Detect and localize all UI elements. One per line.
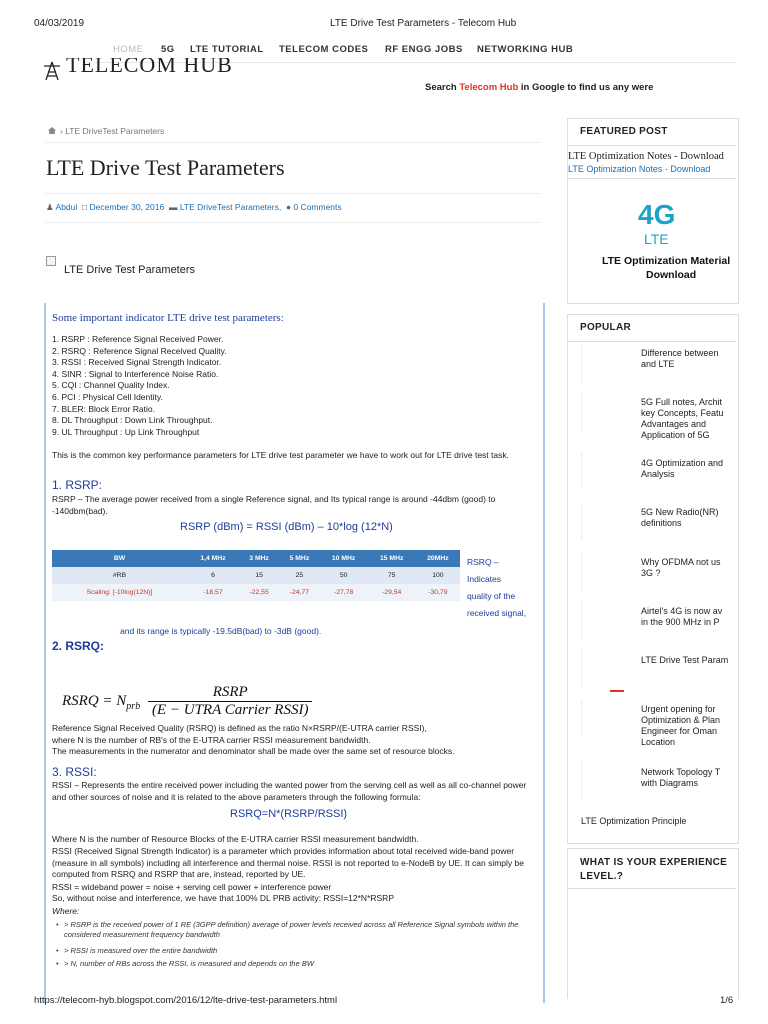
popular-item[interactable]: LTE Optimization Principle <box>581 816 687 826</box>
popular-thumb[interactable] <box>581 600 632 638</box>
divider <box>568 145 736 146</box>
thumb-mark <box>610 690 624 692</box>
popular-thumb[interactable] <box>581 552 632 590</box>
parameter-list <box>52 334 227 438</box>
rsrq-range: and its range is typically -19.5dB(bad) to -3dB (good). <box>120 626 322 636</box>
nav-5g[interactable]: 5G <box>161 44 175 55</box>
divider <box>44 222 541 223</box>
popular-thumb[interactable] <box>581 650 632 688</box>
home-icon[interactable] <box>48 127 56 134</box>
list-item: • > RSSI is measured over the entire bandwidth <box>64 946 534 956</box>
comments-icon: ● <box>285 202 292 212</box>
popular-item[interactable]: 5G New Radio(NR) definitions <box>641 507 719 528</box>
list-item: 5. CQI : Channel Quality Index. <box>52 380 170 391</box>
list-item: 9. UL Throughput : Up Link Throughput <box>52 426 200 437</box>
divider <box>44 193 541 194</box>
popular-thumb[interactable] <box>581 392 632 430</box>
table-row: #RB 6 15 25 50 75 100 <box>52 567 460 584</box>
nav-rf-engg-jobs[interactable]: RF ENGG JOBS <box>385 44 463 55</box>
popular-thumb[interactable] <box>581 502 632 540</box>
where-n-text: Where N is the number of Resource Blocks of the E-UTRA carrier RSSI measurement bandwidth. <box>52 834 419 844</box>
post-title: LTE Drive Test Parameters <box>46 155 285 180</box>
rssi-no-interference: So, without noise and interference, we have that 100% DL PRB activity: RSSI=12*N*RSRP <box>52 893 394 903</box>
popular-item[interactable]: Network Topology T with Diagrams <box>641 767 721 788</box>
list-item: • > RSRP is the received power of 1 RE (3GPP definition) average of power levels received across all Reference Signal symbols within the considered measurement frequency bandwidth <box>64 920 534 940</box>
post-category[interactable]: LTE DriveTest Parameters <box>179 202 279 212</box>
print-title: LTE Drive Test Parameters - Telecom Hub <box>330 18 517 29</box>
bandwidth-table <box>52 550 460 601</box>
divider <box>568 341 736 342</box>
list-item: • > N, number of RBs across the RSSI, is measured and depends on the BW <box>64 959 534 969</box>
rssi-heading: 3. RSSI: <box>52 765 97 779</box>
site-logo[interactable] <box>40 58 240 80</box>
popular-thumb[interactable] <box>581 760 632 798</box>
rssi-definition: RSSI (Received Signal Strength Indicator) is a parameter which provides information about total received wide-band power (measure in all symbols) including all interference and thermal noise. RSSI is not reported to e-NodeB by UE. It can simply be computed from RSRQ and RSRP that are, instead, reported by UE. <box>52 846 524 879</box>
popular-item[interactable]: Urgent opening for Optimization & Plan Engineer for Oman Location <box>641 704 721 747</box>
list-item: 4. SINR : Signal to Interference Noise Ratio. <box>52 368 219 379</box>
popular-item[interactable]: Airtel's 4G is now av in the 900 MHz in P <box>641 606 723 627</box>
list-item: 2. RSRQ : Reference Signal Received Quality. <box>52 345 227 356</box>
rssi-formula: RSRQ=N*(RSRP/RSSI) <box>230 808 348 820</box>
intro-heading: Some important indicator LTE drive test parameters: <box>52 312 284 324</box>
rsrq-note: RSRQ – Indicates quality of the received signal, <box>467 557 527 618</box>
folder-icon: ▬ <box>168 202 178 212</box>
featured-img-line1: LTE Optimization Material <box>602 255 731 267</box>
breadcrumb-item[interactable]: LTE DriveTest Parameters <box>65 126 165 136</box>
tower-icon <box>42 58 62 80</box>
featured-img-line2: Download <box>646 269 697 281</box>
calendar-icon: □ <box>82 202 88 212</box>
popular-thumb[interactable] <box>581 700 632 738</box>
table-header-row: BW 1,4 MHz 3 MHz 5 MHz 10 MHz 15 MHz 20MHz <box>52 550 460 567</box>
nav-lte-tutorial[interactable]: LTE TUTORIAL <box>190 44 264 55</box>
print-date: 04/03/2019 <box>34 18 85 29</box>
post-comments[interactable]: 0 Comments <box>293 202 342 212</box>
list-item: 3. RSSI : Received Signal Strength Indicator. <box>52 357 222 368</box>
featured-post-link[interactable]: LTE Optimization Notes - Download <box>568 164 711 174</box>
rsrq-definition: Reference Signal Received Quality (RSRQ) is defined as the ratio N×RSRP/(E-UTRA carrier RSSI), where N is the number of RB's of the E-UTRA carrier RSSI measurement bandwidth. The measurements in the numerator and denominator shall be made over the same set of resource blocks. <box>52 723 455 756</box>
where-label: Where: <box>52 906 80 916</box>
popular-item[interactable]: Difference between and LTE <box>641 348 719 369</box>
post-author[interactable]: Abdul <box>55 202 78 212</box>
featured-post-title: FEATURED POST <box>580 126 668 137</box>
breadcrumb: › LTE DriveTest Parameters <box>48 126 164 136</box>
rsrq-equation: RSRQ = $N_{prb}$ $\frac{\text{RSRP}}{\text{(E − UTRA Carrier RSSI)}}$ <box>62 684 312 719</box>
rsrp-formula: RSRP (dBm) = RSSI (dBm) – 10*log (12*N) <box>180 521 393 533</box>
nav-telecom-codes[interactable]: TELECOM CODES <box>279 44 369 55</box>
user-icon: ♟ <box>46 202 54 212</box>
search-hint: Search Telecom Hub in Google to find us any were <box>425 82 654 93</box>
rssi-text: RSSI – Represents the entire received power including the wanted power from the serving cell as well as all co-channel power and other sources of noise and it is related to the above parameters through the following formula: <box>52 780 527 802</box>
list-item: 7. BLER: Block Error Ratio. <box>52 403 155 414</box>
popular-item[interactable]: 4G Optimization and Analysis <box>641 458 724 479</box>
experience-title: WHAT IS YOUR EXPERIENCE LEVEL.? <box>580 857 728 882</box>
kpi-note: This is the common key performance parameters for LTE drive test parameter we have to work out for LTE drive test task. <box>52 450 509 460</box>
popular-thumb[interactable] <box>581 345 632 383</box>
popular-title: POPULAR <box>580 322 631 333</box>
nav-networking-hub[interactable]: NETWORKING HUB <box>477 44 574 55</box>
popular-item[interactable]: LTE Drive Test Param <box>641 655 729 665</box>
post-image-alt: LTE Drive Test Parameters <box>64 264 196 276</box>
list-item: 1. RSRP : Reference Signal Received Power. <box>52 334 224 344</box>
brand-name: Telecom Hub <box>459 82 519 93</box>
popular-item[interactable]: Why OFDMA not us 3G ? <box>641 557 721 578</box>
post-meta: ♟ Abdul □ December 30, 2016 ▬ LTE DriveTest Parameters, ● 0 Comments <box>46 202 342 212</box>
rsrp-heading: 1. RSRP: <box>52 478 103 492</box>
featured-post-image[interactable] <box>568 178 736 303</box>
table-row: Scaling: [-10log(12N)] -18,57 -22,55 -24,77 -27,78 -29,54 -30,79 <box>52 584 460 601</box>
list-item: 8. DL Throughput : Down Link Throughput. <box>52 415 213 426</box>
rsrp-text: RSRP – The average power received from a single Reference signal, and Its typical range is around -44dbm (good) to -140dbm(bad). <box>52 494 496 516</box>
featured-4g-text: 4G <box>638 199 676 230</box>
featured-post-heading[interactable]: LTE Optimization Notes - Download <box>568 151 724 162</box>
nav-home[interactable]: HOME <box>113 44 144 55</box>
broken-image-icon <box>46 256 56 266</box>
logo-text: TELECOM HUB <box>66 58 233 77</box>
rssi-equation: RSSI = wideband power = noise + serving cell power + interference power <box>52 882 332 892</box>
print-page: 1/6 <box>720 995 734 1006</box>
popular-thumb[interactable] <box>581 452 632 490</box>
rsrq-heading: 2. RSRQ: <box>52 639 105 653</box>
divider <box>44 142 541 143</box>
featured-lte-text: LTE <box>644 231 669 247</box>
divider <box>568 888 736 889</box>
print-url: https://telecom-hyb.blogspot.com/2016/12/lte-drive-test-parameters.html <box>34 995 338 1006</box>
popular-item[interactable]: 5G Full notes, Archit key Concepts, Featu Advantages and Application of 5G <box>641 397 724 440</box>
post-date[interactable]: December 30, 2016 <box>89 202 165 212</box>
list-item: 6. PCI : Physical Cell Identity. <box>52 391 163 402</box>
